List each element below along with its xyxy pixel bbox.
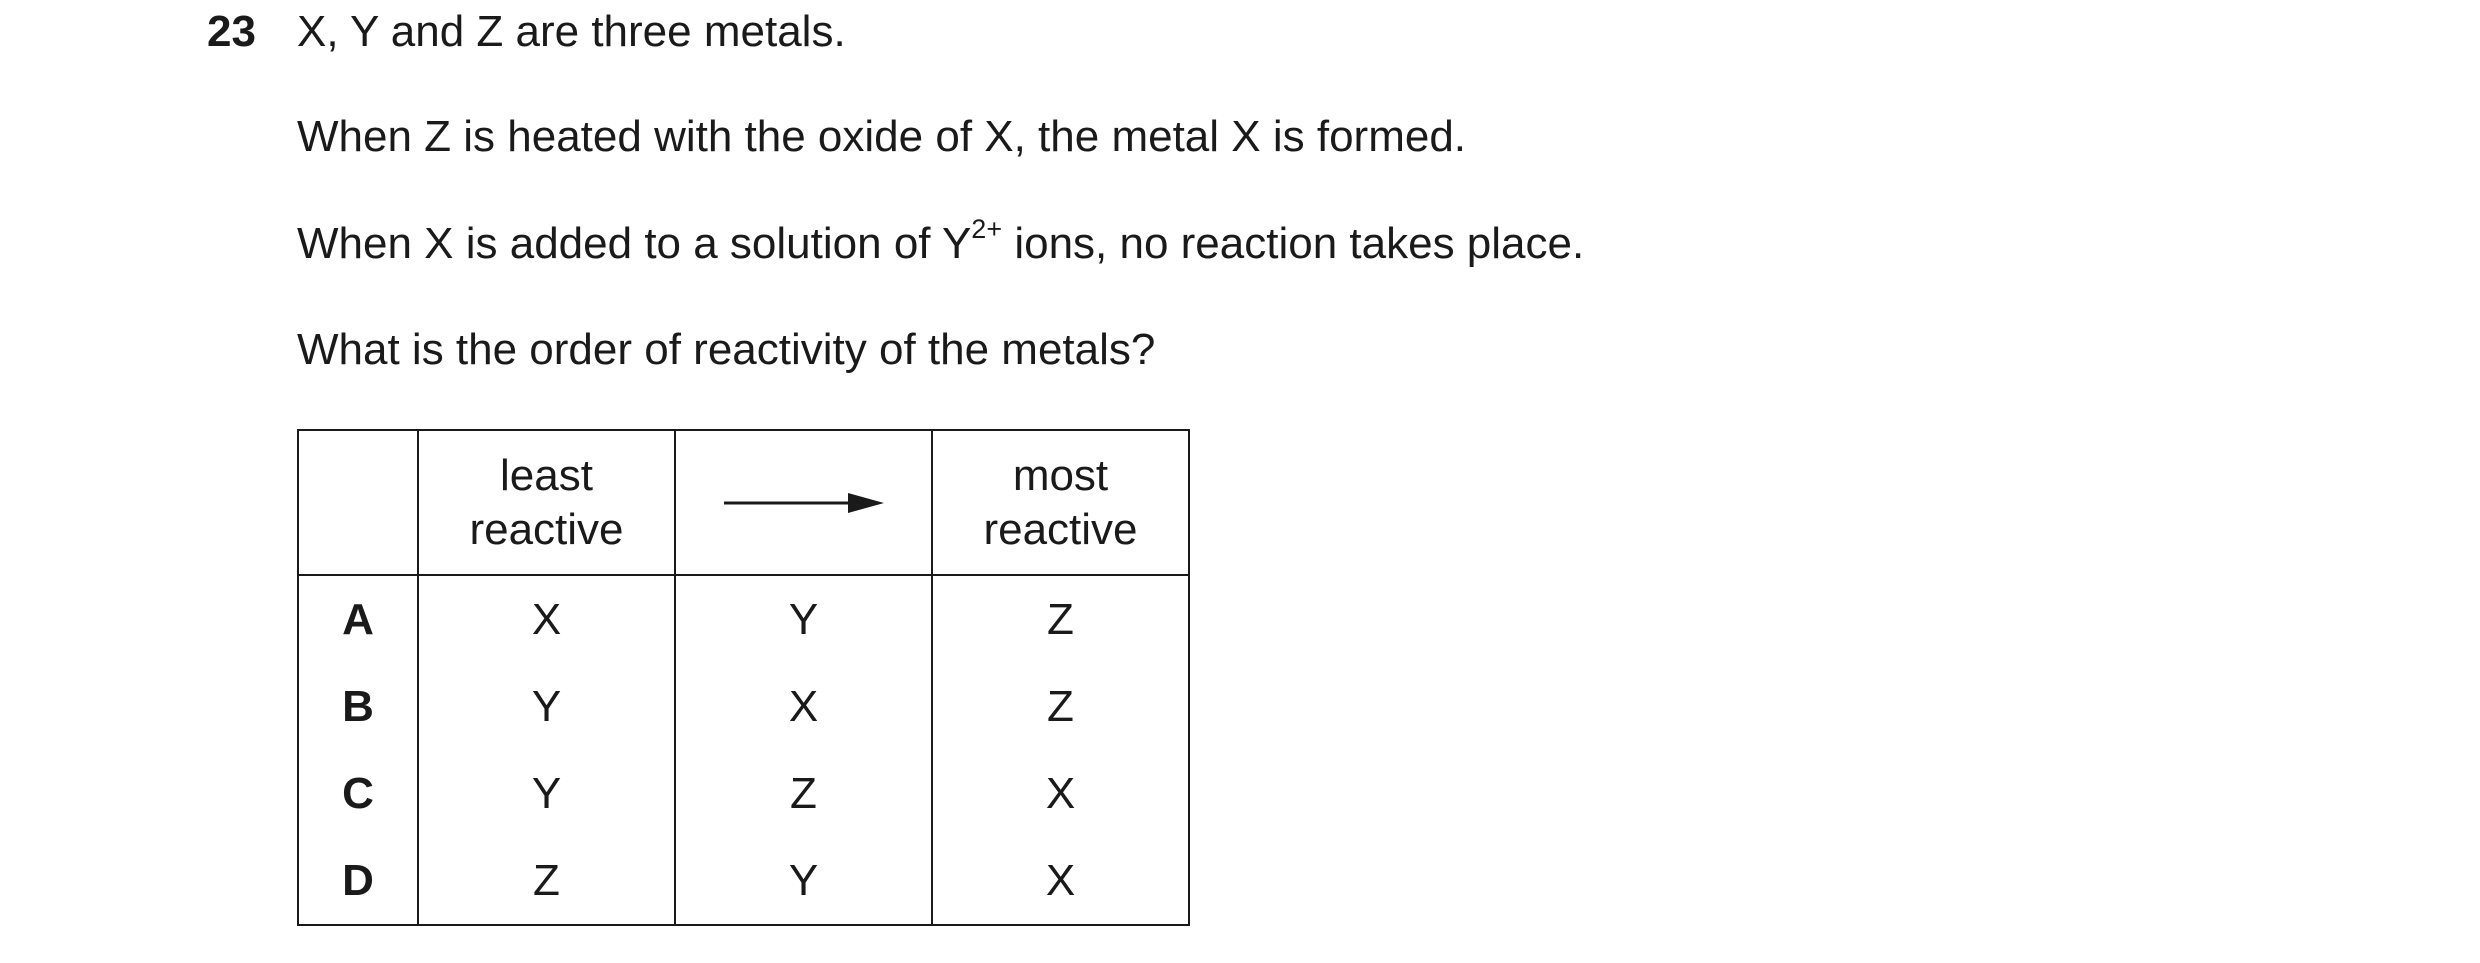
header-empty-cell: [298, 430, 418, 575]
question-info-line-2: [297, 216, 1584, 272]
option-value: Y: [675, 575, 932, 663]
header-most-word: most: [1012, 450, 1109, 500]
header-least-reactive: [418, 430, 675, 575]
table-row: [298, 837, 1189, 925]
table-row: [298, 575, 1189, 663]
header-arrow-cell: [675, 430, 932, 575]
option-value: Z: [675, 750, 932, 837]
option-value: Z: [932, 663, 1189, 750]
option-value: Z: [418, 837, 675, 925]
question-stem: X, Y and Z are three metals.: [297, 7, 846, 56]
option-value: X: [418, 575, 675, 663]
answer-options-table: [297, 429, 1190, 926]
header-least-reactive-word: reactive: [469, 504, 624, 554]
question-prompt: What is the order of reactivity of the metals?: [297, 325, 1156, 374]
option-value: Z: [932, 575, 1189, 663]
question-info-line-1: When Z is heated with the oxide of X, the metal X is formed.: [297, 112, 1467, 161]
option-value: Y: [418, 750, 675, 837]
info-text-after: ions, no reaction takes place.: [1002, 219, 1585, 268]
ion-charge: 2+: [971, 214, 1003, 245]
info-text-before: When X is added to a solution of Y: [297, 219, 972, 268]
option-value: X: [932, 837, 1189, 925]
option-value: Y: [675, 837, 932, 925]
option-letter: B: [298, 663, 418, 750]
option-value: X: [932, 750, 1189, 837]
table-header-row: [298, 430, 1189, 575]
option-letter: A: [298, 575, 418, 663]
table-row: [298, 750, 1189, 837]
header-least-word: least: [500, 450, 593, 500]
header-most-reactive: [932, 430, 1189, 575]
option-value: Y: [418, 663, 675, 750]
header-most-reactive-word: reactive: [983, 504, 1138, 554]
question-number: 23: [207, 7, 256, 56]
table-row: [298, 663, 1189, 750]
option-letter: C: [298, 750, 418, 837]
option-letter: D: [298, 837, 418, 925]
right-arrow-icon: [724, 491, 884, 515]
option-value: X: [675, 663, 932, 750]
